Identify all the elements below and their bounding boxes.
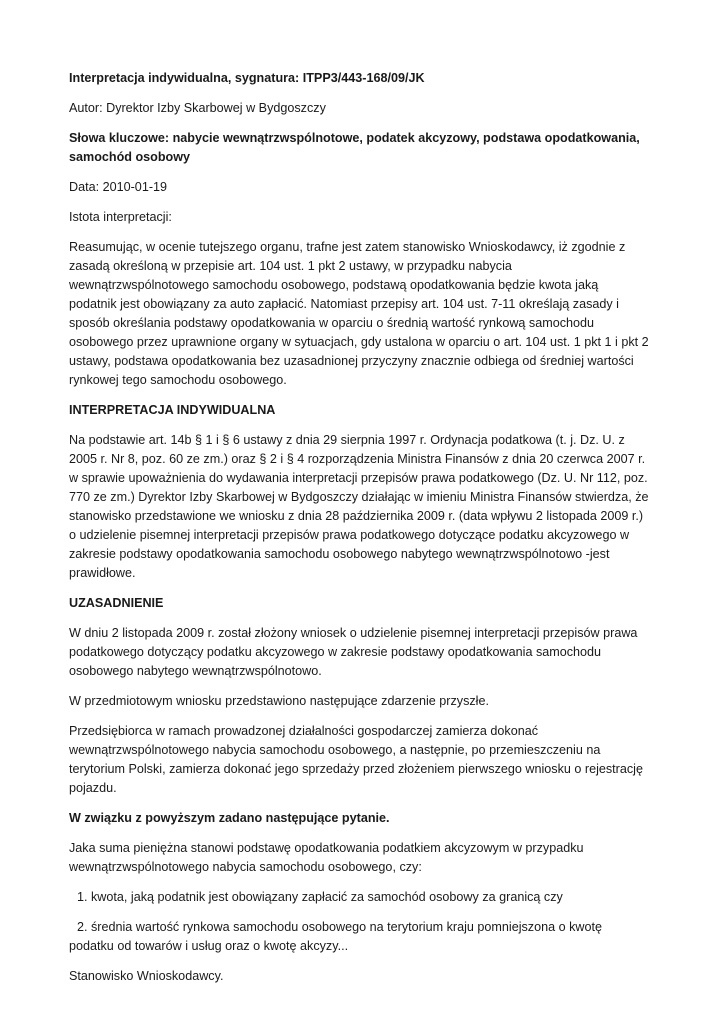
question-option-2 bbox=[69, 918, 649, 956]
essence-heading: Istota interpretacji: bbox=[69, 210, 172, 224]
question-heading: W związku z powyższym zadano następujące pytanie. bbox=[69, 811, 390, 825]
document-title: Interpretacja indywidualna, sygnatura: ITPP3/443-168/09/JK bbox=[69, 71, 425, 85]
document-page bbox=[69, 69, 649, 997]
interpretation-text: Na podstawie art. 14b § 1 i § 6 ustawy z dnia 29 sierpnia 1997 r. Ordynacja podatkowa (t. j. Dz. U. z 2005 r. Nr 8, poz. 60 ze zm.) oraz § 2 i § 4 rozporządzenia Ministra Finansów z dnia 20 czerwca 2007 r. w sprawie upoważnienia do wydawania interpretacji przepisów prawa podatkowego (Dz. U. Nr 112, poz. 770 ze zm.) Dyrektor Izby Skarbowej w Bydgoszczy działając w imieniu Ministra Finansów stwierdza, że stanowisko przedstawione we wniosku z dnia 28 października 2009 r. (data wpływu 2 listopada 2009 r.) o udzielenie pisemnej interpretacji przepisów prawa podatkowego dotyczące podatku akcyzowego w zakresie podstawy opodatkowania samochodu osobowego nabytego wewnątrzwspólnotowo -jest prawidłowe. bbox=[69, 433, 649, 580]
document-keywords: Słowa kluczowe: nabycie wewnątrzwspólnotowe, podatek akcyzowy, podstawa opodatkowania, samochód osobowy bbox=[69, 131, 640, 164]
document-author: Autor: Dyrektor Izby Skarbowej w Bydgoszczy bbox=[69, 101, 326, 115]
justification-paragraph-3: Przedsiębiorca w ramach prowadzonej działalności gospodarczej zamierza dokonać wewnątrzwspólnotowego nabycia samochodu osobowego, a następnie, po przemieszczeniu na terytorium Polski, zamierza dokonać jego sprzedaży przed złożeniem pierwszego wniosku o rejestrację pojazdu. bbox=[69, 724, 643, 795]
justification-heading: UZASADNIENIE bbox=[69, 596, 164, 610]
justification-paragraph-1: W dniu 2 listopada 2009 r. został złożony wniosek o udzielenie pisemnej interpretacji przepisów prawa podatkowego dotyczący podatku akcyzowego w zakresie podstawy opodatkowania samochodu osobowego nabytego wewnątrzwspólnotowo. bbox=[69, 626, 638, 678]
essence-text: Reasumując, w ocenie tutejszego organu, trafne jest zatem stanowisko Wnioskodawcy, iż zgodnie z zasadą określoną w przepisie art. 104 ust. 1 pkt 2 ustawy, w przypadku nabycia wewnątrzwspólnotowego samochodu osobowego, podstawą opodatkowania będzie kwota jaką podatnik jest obowiązany za auto zapłacić. Natomiast przepisy art. 104 ust. 7-11 określają zasady i sposób określania podstawy opodatkowania w oparciu o średnią wartość rynkową samochodu osobowego przez uprawnione organy w sytuacjach, gdy ustalona w oparciu o art. 104 ust. 1 pkt 1 i pkt 2 ustawy, podstawa opodatkowania bez uzasadnionej przyczyny znacznie odbiega od średniej wartości rynkowej tego samochodu osobowego. bbox=[69, 240, 649, 387]
question-text: Jaka suma pieniężna stanowi podstawę opodatkowania podatkiem akcyzowym w przypadku wewnątrzwspólnotowego nabycia samochodu osobowego, czy: bbox=[69, 841, 584, 874]
question-option-2-text: 2. średnia wartość rynkowa samochodu osobowego na terytorium kraju pomniejszona o kwotę podatku od towarów i usług oraz o kwotę akcyzy... bbox=[69, 920, 603, 953]
interpretation-heading: INTERPRETACJA INDYWIDUALNA bbox=[69, 403, 276, 417]
position-heading: Stanowisko Wnioskodawcy. bbox=[69, 969, 224, 983]
document-date: Data: 2010-01-19 bbox=[69, 180, 168, 194]
justification-paragraph-2: W przedmiotowym wniosku przedstawiono następujące zdarzenie przyszłe. bbox=[69, 694, 489, 708]
question-option-1: 1. kwota, jaką podatnik jest obowiązany zapłacić za samochód osobowy za granicą czy bbox=[77, 890, 563, 904]
